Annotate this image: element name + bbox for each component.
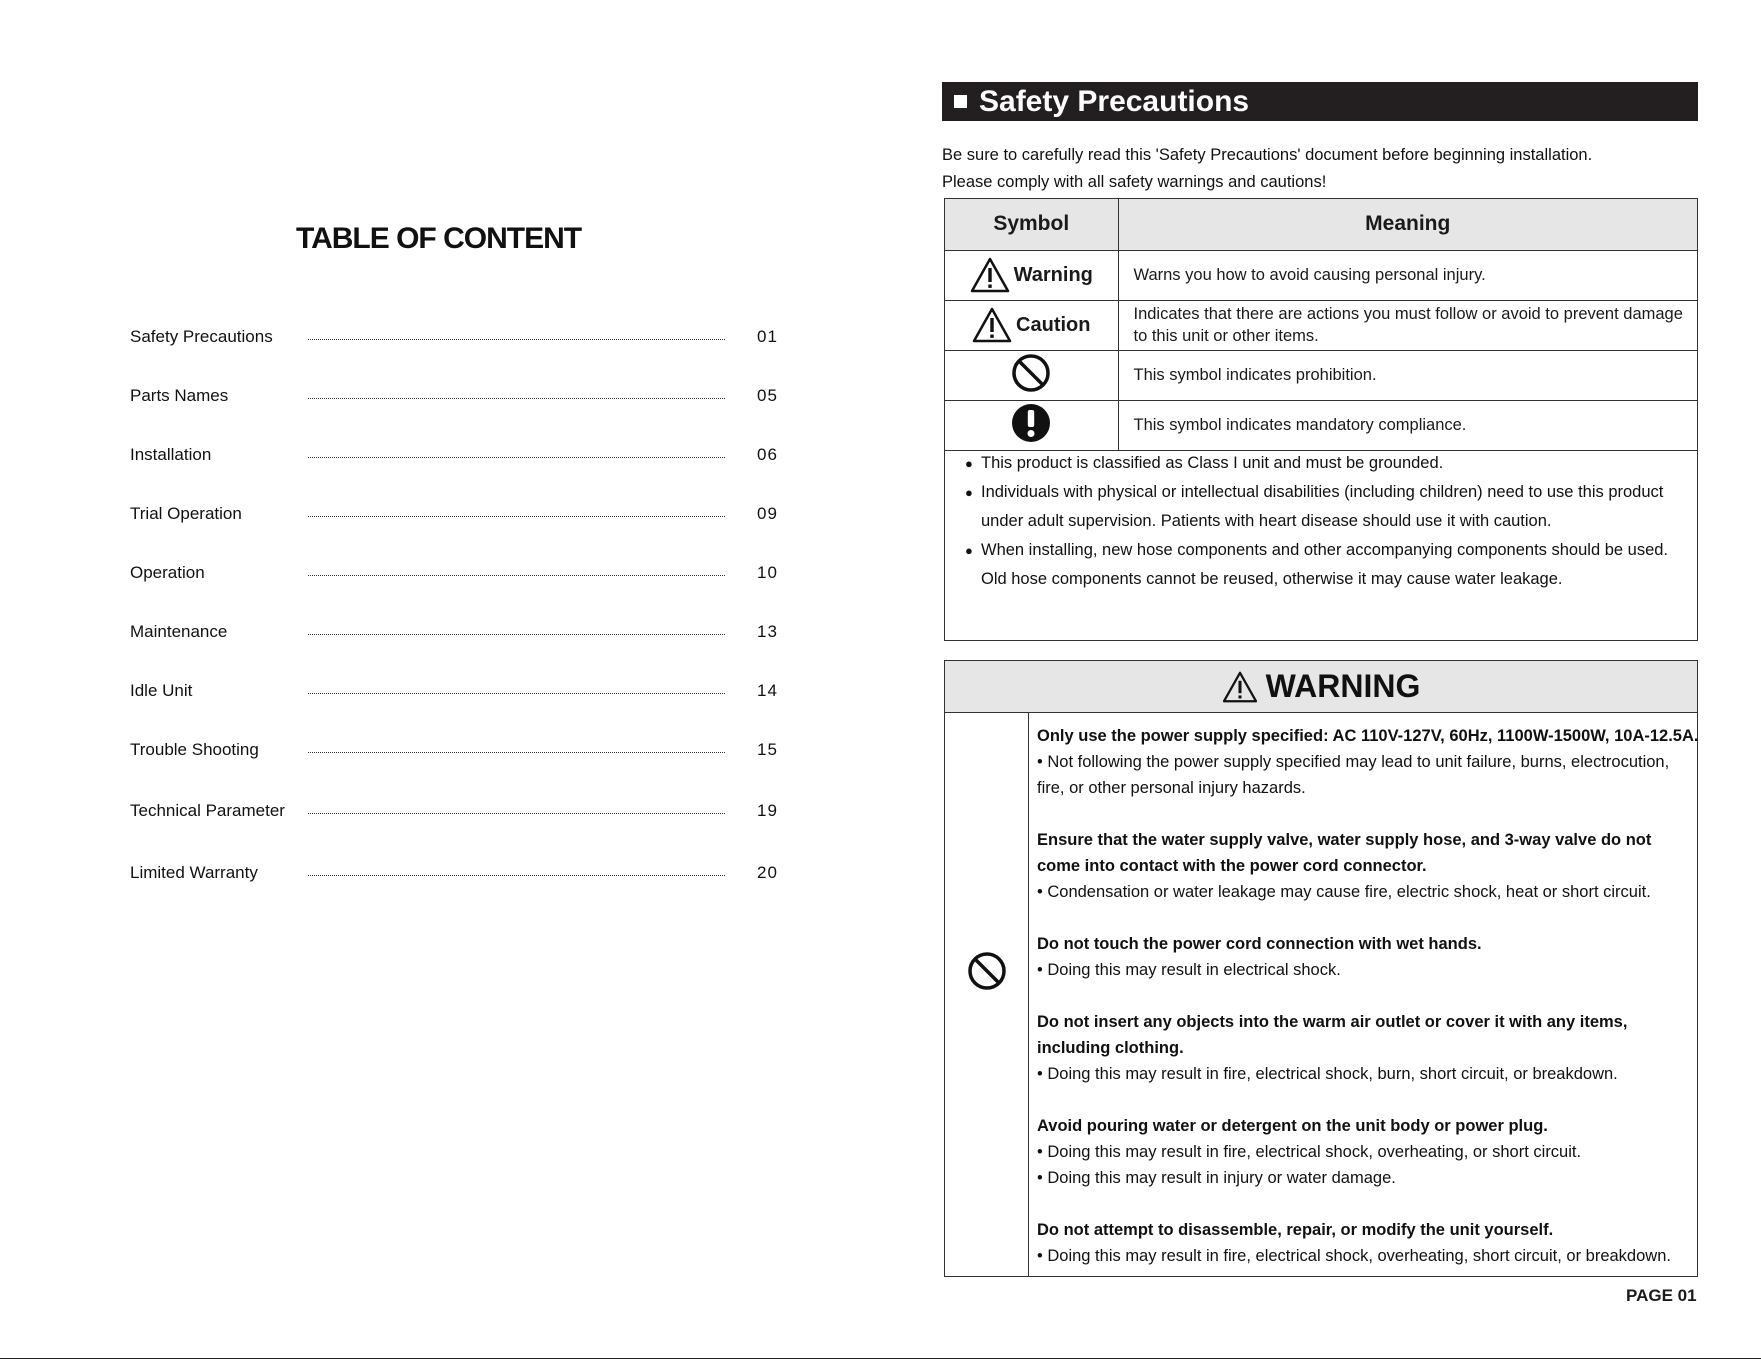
toc-leader-dots xyxy=(308,813,725,814)
toc-leader-dots xyxy=(308,339,725,340)
intro-line: Please comply with all safety warnings and cautions! xyxy=(942,173,1327,191)
toc-leader-dots xyxy=(308,693,725,694)
bullet-item: ● When installing, new hose components and other accompanying components should be used. Old hose components cannot be reused, otherwise it may cause water leakage. xyxy=(967,536,1687,594)
warning-title: WARNING xyxy=(1265,668,1421,704)
toc-item-page: 13 xyxy=(757,622,778,641)
warning-item-detail: • Doing this may result in fire, electrical shock, burn, short circuit, or breakdown. xyxy=(1037,1065,1618,1083)
warning-item-heading: Avoid pouring water or detergent on the unit body or power plug. xyxy=(1037,1117,1548,1135)
toc-leader-dots xyxy=(308,634,725,635)
toc-leader-dots xyxy=(308,752,725,753)
toc-item[interactable] xyxy=(130,676,790,706)
mandatory-compliance-icon xyxy=(1011,403,1051,443)
toc-item-page: 09 xyxy=(757,504,778,523)
warning-item-heading: Only use the power supply specified: AC 110V-127V, 60Hz, 1100W-1500W, 10A-12.5A. xyxy=(1037,727,1699,745)
warning-item-detail: • Not following the power supply specified may lead to unit failure, burns, electrocution, fire, or other personal injury hazards. xyxy=(1037,753,1670,797)
symbol-cell xyxy=(945,300,1118,350)
toc-item-page: 15 xyxy=(757,740,778,759)
bullet-item: ● This product is classified as Class I unit and must be grounded. xyxy=(967,449,1687,478)
col-header-meaning: Meaning xyxy=(1118,199,1697,250)
toc-item[interactable] xyxy=(130,617,790,647)
toc-item-page: 19 xyxy=(757,801,778,820)
warning-item xyxy=(1037,827,1699,905)
toc-leader-dots xyxy=(308,575,725,576)
warning-header xyxy=(945,661,1697,713)
toc-item-label: Trial Operation xyxy=(130,504,242,523)
symbol-cell xyxy=(945,400,1118,450)
table-row xyxy=(945,300,1697,350)
intro-text xyxy=(942,142,1592,196)
toc-item-label: Parts Names xyxy=(130,386,229,405)
toc-item-label: Technical Parameter xyxy=(130,801,285,820)
toc-item[interactable] xyxy=(130,796,790,826)
toc-item-page: 01 xyxy=(757,327,778,346)
safety-bullets xyxy=(967,449,1687,594)
symbol-label: Caution xyxy=(1016,313,1091,336)
toc-leader-dots xyxy=(308,516,725,517)
intro-line: Be sure to carefully read this 'Safety Precautions' document before beginning installation. xyxy=(942,146,1593,164)
warning-list xyxy=(1037,723,1699,1269)
toc-item-label: Idle Unit xyxy=(130,681,193,700)
toc-item-label: Installation xyxy=(130,445,212,464)
toc-item-page: 10 xyxy=(757,563,778,582)
meaning-cell: Indicates that there are actions you must follow or avoid to prevent damage to this unit or other items. xyxy=(1118,300,1697,350)
toc-item[interactable] xyxy=(130,558,790,588)
warning-item xyxy=(1037,1009,1699,1087)
prohibition-icon xyxy=(967,951,1007,991)
table-row xyxy=(945,400,1697,450)
warning-item-detail: • Doing this may result in fire, electrical shock, overheating, or short circuit. xyxy=(1037,1143,1582,1161)
toc-item-label: Trouble Shooting xyxy=(130,740,259,759)
meaning-cell: This symbol indicates prohibition. xyxy=(1118,350,1697,400)
warning-item-detail: • Condensation or water leakage may cause fire, electric shock, heat or short circuit. xyxy=(1037,883,1651,901)
warning-box xyxy=(944,660,1698,1277)
col-header-symbol: Symbol xyxy=(945,199,1118,250)
symbol-label: Warning xyxy=(1013,263,1093,286)
toc-leader-dots xyxy=(308,875,725,876)
toc-item-page: 14 xyxy=(757,681,778,700)
section-header xyxy=(942,82,1698,121)
warning-triangle-icon xyxy=(970,257,1010,293)
warning-item-detail: • Doing this may result in fire, electrical shock, overheating, short circuit, or breakdown. xyxy=(1037,1247,1671,1265)
toc-item-page: 06 xyxy=(757,445,778,464)
warning-item-heading: Do not attempt to disassemble, repair, or modify the unit yourself. xyxy=(1037,1221,1554,1239)
page-number: PAGE 01 xyxy=(1626,1286,1697,1305)
toc-item-label: Safety Precautions xyxy=(130,327,273,346)
warning-triangle-icon xyxy=(1222,671,1258,703)
caution-triangle-icon xyxy=(972,307,1012,343)
meaning-cell: This symbol indicates mandatory compliance. xyxy=(1118,400,1697,450)
toc-leader-dots xyxy=(308,457,725,458)
symbol-table xyxy=(945,199,1697,451)
square-bullet-icon xyxy=(954,95,967,108)
toc-item[interactable] xyxy=(130,440,790,470)
toc-title: TABLE OF CONTENT xyxy=(296,222,582,255)
warning-item xyxy=(1037,931,1699,983)
warning-item xyxy=(1037,1217,1699,1269)
toc-item[interactable] xyxy=(130,381,790,411)
warning-item-heading: Do not touch the power cord connection with wet hands. xyxy=(1037,935,1482,953)
prohibition-icon xyxy=(1011,353,1051,393)
toc-item[interactable] xyxy=(130,858,790,888)
warning-item xyxy=(1037,1113,1699,1191)
bottom-rule xyxy=(0,1358,1761,1359)
toc-leader-dots xyxy=(308,398,725,399)
warning-item-detail: • Doing this may result in electrical shock. xyxy=(1037,961,1341,979)
toc-item-label: Maintenance xyxy=(130,622,228,641)
warning-item xyxy=(1037,723,1699,801)
toc-item-page: 05 xyxy=(757,386,778,405)
toc-item-page: 20 xyxy=(757,863,778,882)
warning-symbol-column xyxy=(945,713,1029,1276)
toc-item[interactable] xyxy=(130,322,790,352)
symbol-cell xyxy=(945,350,1118,400)
section-title: Safety Precautions xyxy=(979,84,1250,118)
warning-item-heading: Do not insert any objects into the warm air outlet or cover it with any items, including clothing. xyxy=(1037,1013,1628,1057)
toc-item[interactable] xyxy=(130,735,790,765)
meaning-cell: Warns you how to avoid causing personal injury. xyxy=(1118,250,1697,300)
table-row xyxy=(945,250,1697,300)
warning-item-detail: • Doing this may result in injury or water damage. xyxy=(1037,1169,1396,1187)
warning-item-heading: Ensure that the water supply valve, water supply hose, and 3-way valve do not come into contact with the power cord connector. xyxy=(1037,831,1652,875)
toc-item[interactable] xyxy=(130,499,790,529)
toc-item-label: Limited Warranty xyxy=(130,863,258,882)
bullet-item: ● Individuals with physical or intellectual disabilities (including children) need to use this product under adult supervision. Patients with heart disease should use it with caution. xyxy=(967,478,1687,536)
table-row xyxy=(945,350,1697,400)
symbol-cell xyxy=(945,250,1118,300)
symbol-table-box xyxy=(944,198,1698,641)
toc-item-label: Operation xyxy=(130,563,205,582)
